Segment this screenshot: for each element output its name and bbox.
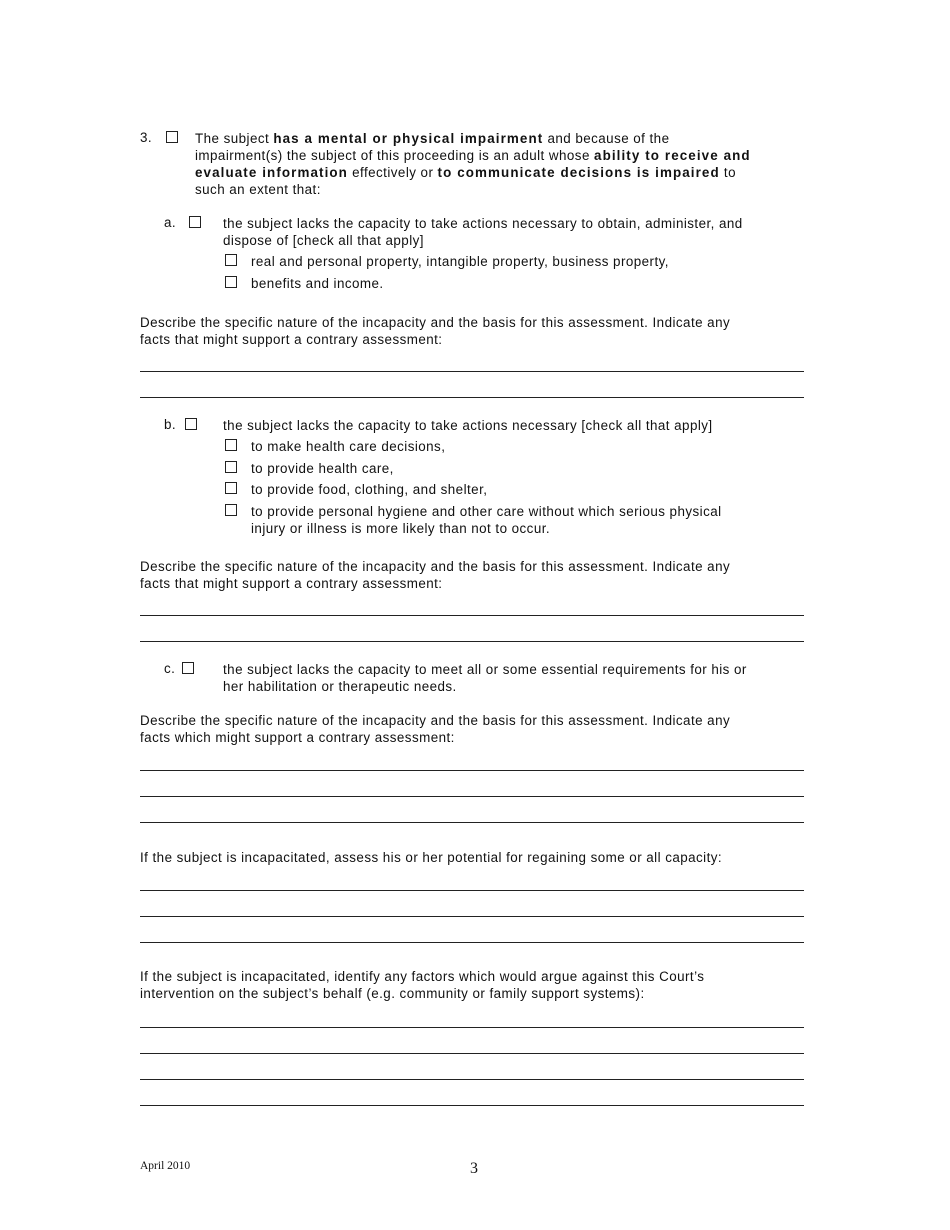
item-b-option-checkbox[interactable] bbox=[225, 439, 237, 451]
factors-prompt-line-2: intervention on the subject’s behalf (e.g. community or family support systems): bbox=[140, 986, 645, 1001]
item-a-line-2: dispose of [check all that apply] bbox=[223, 233, 424, 248]
item-3-text-2: and because of the bbox=[543, 131, 670, 146]
item-b-line-1: the subject lacks the capacity to take actions necessary [check all that apply] bbox=[223, 418, 713, 433]
item-b-option-label: to provide food, clothing, and shelter, bbox=[251, 482, 488, 497]
item-b-option-checkbox[interactable] bbox=[225, 482, 237, 494]
answer-line[interactable] bbox=[140, 890, 804, 891]
item-3-bold-3: evaluate information bbox=[195, 165, 348, 180]
item-3-bold-4: to communicate decisions is impaired bbox=[437, 165, 720, 180]
item-a-line-1: the subject lacks the capacity to take actions necessary to obtain, administer, and bbox=[223, 216, 743, 231]
answer-line[interactable] bbox=[140, 1105, 804, 1106]
describe-c-line-2: facts which might support a contrary assessment: bbox=[140, 730, 455, 745]
item-b-label: b. bbox=[164, 417, 177, 432]
item-a-option-label: real and personal property, intangible property, business property, bbox=[251, 254, 669, 269]
item-3-statement bbox=[195, 130, 815, 198]
item-c-line-1: the subject lacks the capacity to meet all or some essential requirements for his or bbox=[223, 662, 747, 677]
answer-line[interactable] bbox=[140, 916, 804, 917]
describe-a-line-1: Describe the specific nature of the incapacity and the basis for this assessment. Indicate any bbox=[140, 315, 731, 330]
describe-c-line-1: Describe the specific nature of the incapacity and the basis for this assessment. Indicate any bbox=[140, 713, 731, 728]
answer-line[interactable] bbox=[140, 1079, 804, 1080]
potential-prompt: If the subject is incapacitated, assess his or her potential for regaining some or all capacity: bbox=[140, 850, 723, 865]
footer-date: April 2010 bbox=[140, 1160, 191, 1172]
item-b-option-4-line-2: injury or illness is more likely than not to occur. bbox=[251, 521, 551, 536]
answer-line[interactable] bbox=[140, 641, 804, 642]
answer-line[interactable] bbox=[140, 822, 804, 823]
answer-line[interactable] bbox=[140, 1053, 804, 1054]
item-b-option-4-line-1: to provide personal hygiene and other care without which serious physical bbox=[251, 504, 722, 519]
item-c-label: c. bbox=[164, 661, 176, 676]
item-a-option-checkbox[interactable] bbox=[225, 254, 237, 266]
item-3-text-4: effectively or bbox=[347, 165, 438, 180]
item-a-option-label: benefits and income. bbox=[251, 276, 384, 291]
answer-line[interactable] bbox=[140, 942, 804, 943]
answer-line[interactable] bbox=[140, 397, 804, 398]
page-number: 3 bbox=[470, 1160, 478, 1177]
describe-b-line-2: facts that might support a contrary assessment: bbox=[140, 576, 443, 591]
item-a-option-checkbox[interactable] bbox=[225, 276, 237, 288]
item-3-text-1: The subject bbox=[195, 131, 274, 146]
answer-line[interactable] bbox=[140, 1027, 804, 1028]
item-a-label: a. bbox=[164, 215, 177, 230]
item-c-line-2: her habilitation or therapeutic needs. bbox=[223, 679, 457, 694]
item-3-bold-2: ability to receive and bbox=[594, 148, 751, 163]
item-3-text-6: such an extent that: bbox=[195, 182, 321, 197]
factors-prompt-line-1: If the subject is incapacitated, identify any factors which would argue against this Court’s bbox=[140, 969, 705, 984]
answer-line[interactable] bbox=[140, 615, 804, 616]
item-a-checkbox[interactable] bbox=[189, 216, 201, 228]
item-3-bold-1: has a mental or physical impairment bbox=[273, 131, 544, 146]
answer-line[interactable] bbox=[140, 796, 804, 797]
answer-line[interactable] bbox=[140, 770, 804, 771]
answer-line[interactable] bbox=[140, 371, 804, 372]
item-3-text-3: impairment(s) the subject of this proceeding is an adult whose bbox=[195, 148, 595, 163]
describe-a-line-2: facts that might support a contrary assessment: bbox=[140, 332, 443, 347]
item-3-number: 3. bbox=[140, 130, 153, 145]
item-3-checkbox[interactable] bbox=[166, 131, 178, 143]
item-3-text-5: to bbox=[719, 165, 736, 180]
item-b-checkbox[interactable] bbox=[185, 418, 197, 430]
item-b-option-label: to make health care decisions, bbox=[251, 439, 446, 454]
item-b-option-checkbox[interactable] bbox=[225, 461, 237, 473]
item-b-option-label: to provide health care, bbox=[251, 461, 394, 476]
item-c-checkbox[interactable] bbox=[182, 662, 194, 674]
describe-b-line-1: Describe the specific nature of the incapacity and the basis for this assessment. Indicate any bbox=[140, 559, 731, 574]
item-b-option-checkbox[interactable] bbox=[225, 504, 237, 516]
